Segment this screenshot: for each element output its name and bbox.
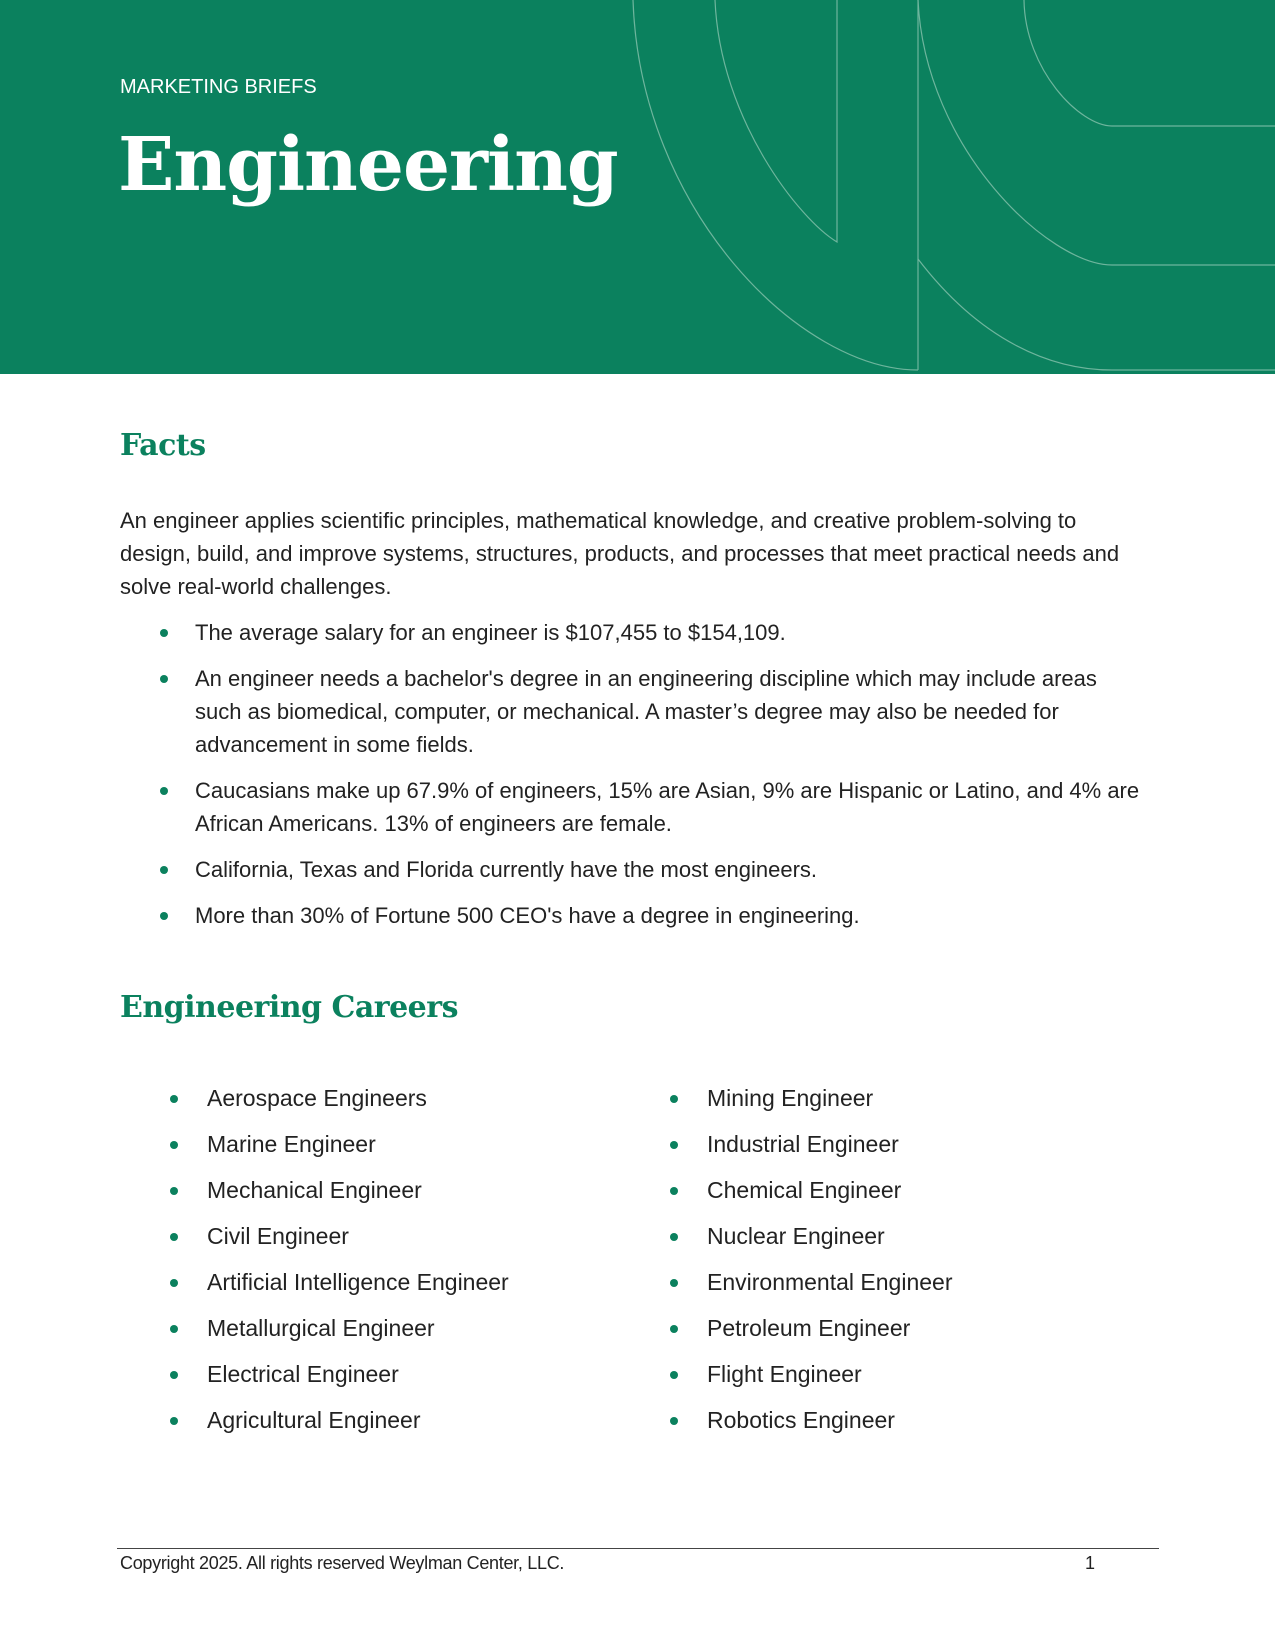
- arc-right-top: [1024, 0, 1275, 126]
- arc-right-large: [918, 0, 1275, 265]
- career-label: Chemical Engineer: [707, 1177, 902, 1203]
- career-item: [160, 1075, 660, 1121]
- fact-item: [120, 616, 1140, 649]
- page-title: Engineering: [118, 122, 618, 208]
- facts-intro: An engineer applies scientific principles, mathematical knowledge, and creative problem-solving to design, build, and improve systems, structures, products, and processes that meet practical needs and solve real-world challenges.: [120, 508, 1120, 599]
- career-item: [160, 1351, 660, 1397]
- career-item: [660, 1305, 1160, 1351]
- bullet-icon: [170, 1187, 178, 1195]
- career-label: Aerospace Engineers: [207, 1085, 427, 1111]
- career-item: [660, 1259, 1160, 1305]
- bullet-icon: [170, 1371, 178, 1379]
- bullet-icon: [670, 1187, 678, 1195]
- bullet-icon: [670, 1233, 678, 1241]
- career-label: Mining Engineer: [707, 1085, 874, 1111]
- facts-list: [120, 616, 1140, 945]
- footer-copyright: Copyright 2025. All rights reserved Weylman Center, LLC.: [120, 1553, 565, 1573]
- career-label: Artificial Intelligence Engineer: [207, 1269, 509, 1295]
- career-label: Civil Engineer: [207, 1223, 349, 1249]
- career-label: Flight Engineer: [707, 1361, 862, 1387]
- career-label: Metallurgical Engineer: [207, 1315, 435, 1341]
- careers-heading: Engineering Careers: [120, 990, 458, 1025]
- arc-right-bottom: [918, 259, 1275, 370]
- career-item: [160, 1167, 660, 1213]
- careers-right-column: [660, 1075, 1160, 1443]
- bullet-icon: [160, 675, 168, 683]
- bullet-icon: [670, 1095, 678, 1103]
- fact-item: [120, 662, 1140, 761]
- career-label: Marine Engineer: [207, 1131, 376, 1157]
- career-label: Robotics Engineer: [707, 1407, 895, 1433]
- careers-list: [160, 1075, 1160, 1443]
- arc-inner-left: [715, 0, 837, 242]
- career-label: Agricultural Engineer: [207, 1407, 421, 1433]
- career-item: [160, 1121, 660, 1167]
- bullet-icon: [160, 912, 168, 920]
- bullet-icon: [670, 1279, 678, 1287]
- header-banner: [0, 0, 1275, 374]
- career-item: [160, 1213, 660, 1259]
- careers-left-column: [160, 1075, 660, 1443]
- fact-text: More than 30% of Fortune 500 CEO's have a degree in engineering.: [195, 903, 860, 928]
- bullet-icon: [670, 1325, 678, 1333]
- footer-divider: [117, 1548, 1159, 1549]
- career-label: Industrial Engineer: [707, 1131, 899, 1157]
- arc-outer-left: [633, 0, 918, 370]
- career-label: Mechanical Engineer: [207, 1177, 422, 1203]
- career-item: [660, 1167, 1160, 1213]
- career-item: [660, 1397, 1160, 1443]
- fact-text: The average salary for an engineer is $107,455 to $154,109.: [195, 620, 786, 645]
- bullet-icon: [160, 866, 168, 874]
- fact-item: [120, 899, 1140, 932]
- career-label: Electrical Engineer: [207, 1361, 399, 1387]
- career-item: [660, 1351, 1160, 1397]
- career-item: [660, 1075, 1160, 1121]
- career-item: [660, 1121, 1160, 1167]
- fact-text: California, Texas and Florida currently have the most engineers.: [195, 857, 818, 882]
- bullet-icon: [170, 1417, 178, 1425]
- document-kicker: MARKETING BRIEFS: [120, 76, 317, 98]
- career-label: Nuclear Engineer: [707, 1223, 885, 1249]
- bullet-icon: [170, 1095, 178, 1103]
- fact-item: [120, 774, 1140, 840]
- career-item: [160, 1305, 660, 1351]
- bullet-icon: [170, 1141, 178, 1149]
- fact-text: Caucasians make up 67.9% of engineers, 15% are Asian, 9% are Hispanic or Latino, and 4% are African Americans. 13% of engineers are female.: [195, 778, 1140, 836]
- career-item: [160, 1259, 660, 1305]
- bullet-icon: [670, 1371, 678, 1379]
- career-label: Environmental Engineer: [707, 1269, 953, 1295]
- career-item: [160, 1397, 660, 1443]
- facts-heading: Facts: [120, 428, 206, 463]
- page-number: 1: [1085, 1553, 1096, 1573]
- bullet-icon: [170, 1233, 178, 1241]
- career-item: [660, 1213, 1160, 1259]
- bullet-icon: [160, 787, 168, 795]
- bullet-icon: [160, 629, 168, 637]
- bullet-icon: [670, 1141, 678, 1149]
- fact-text: An engineer needs a bachelor's degree in an engineering discipline which may include areas such as biomedical, computer, or mechanical. A master’s degree may also be needed for advancement in some fields.: [195, 666, 1097, 757]
- bullet-icon: [670, 1417, 678, 1425]
- fact-item: [120, 853, 1140, 886]
- career-label: Petroleum Engineer: [707, 1315, 911, 1341]
- bullet-icon: [170, 1325, 178, 1333]
- bullet-icon: [170, 1279, 178, 1287]
